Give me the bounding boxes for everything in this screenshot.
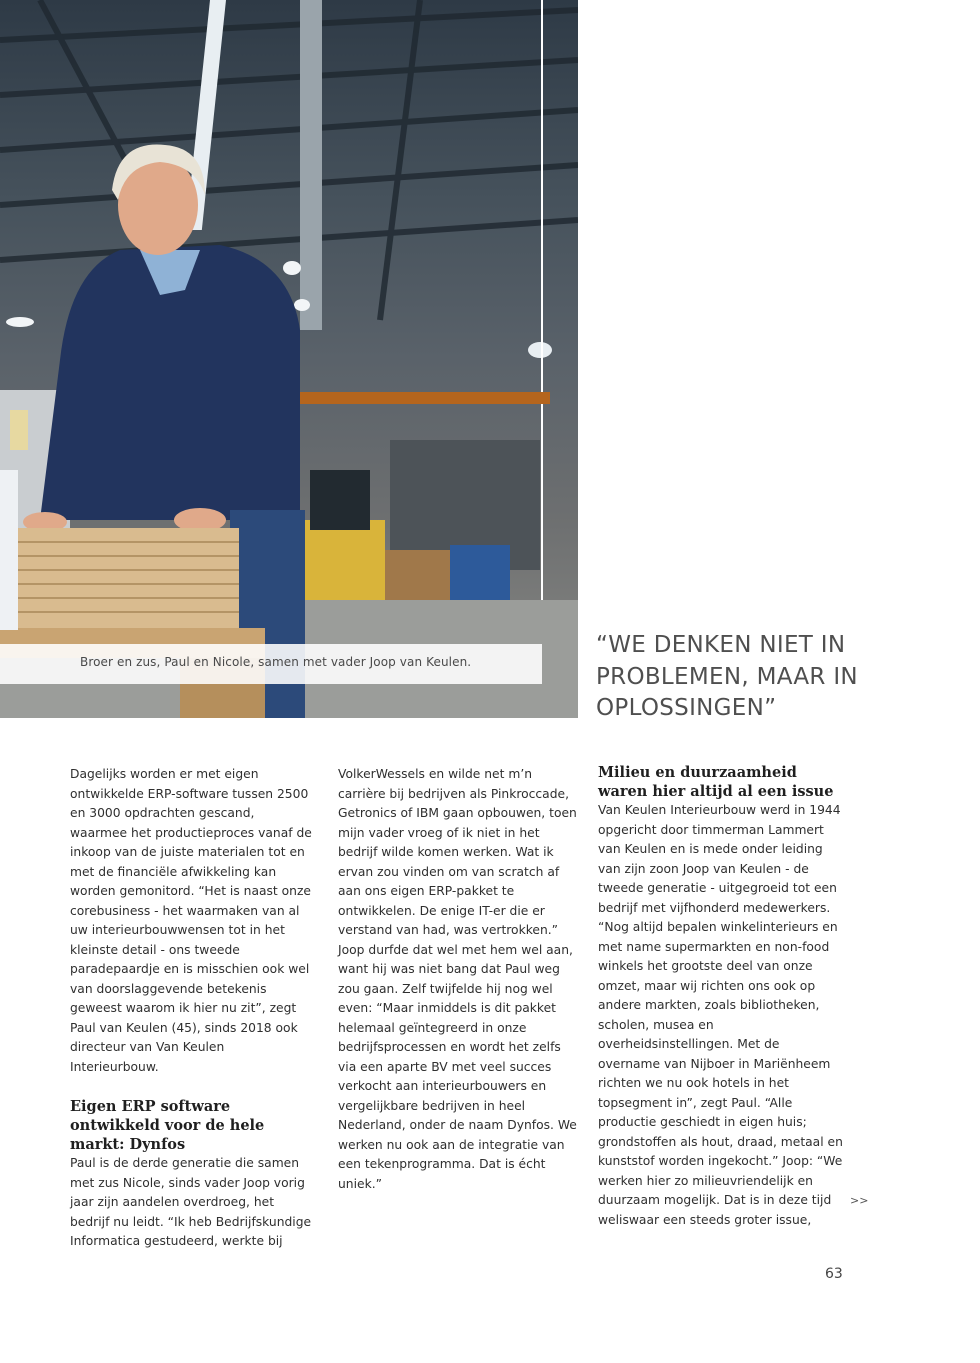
intro-paragraph: Dagelijks worden er met eigen ontwikkelde ERP-software tussen 2500 en 3000 opdrachten gescand, waarmee het productieproces vanaf de inkoop van de juiste materialen tot en met de financiële afwikkeling kan worden gemonitord. “Het is naast onze corebusiness - het waarmaken van al uw interieurbouwwensen tot in het kleinste detail - ons tweede paradepaardje en is misschien ook wel van doorslaggevende betekenis geweest waarom ik hier nu zit”, zegt Paul van Keulen (45), sinds 2018 ook directeur van Van Keulen Interieurbouw. (70, 767, 312, 1074)
subheading-milieu: Milieu en duurzaamheid waren hier altijd al een issue (598, 764, 834, 800)
paragraph-history: Van Keulen Interieurbouw werd in 1944 opgericht door timmerman Lammert van Keulen en is mede onder leiding van zijn zoon Joop van Keulen - de tweede generatie - uitgegroeid tot een bedrijf met vijfhonderd medewerkers. “Nog altijd bepalen winkelinterieurs en met name supermarkten en non-food winkels het grootste deel van onze omzet, maar wij richten ons ook op andere markten, zoals bibliotheken, scholen, musea en overheidsinstellingen. Met de overname van Nijboer in Mariënheem richten we nu ook hotels in het topsegment in”, zegt Paul. “Alle productie geschiedt in eigen huis; grondstoffen als hout, draad, metaal en kunststof worden ingekocht.” Joop: “We werken hier zo milieuvriendelijk en duurzaam mogelijk. Dat is in deze tijd weliswaar een steeds groter issue, (598, 803, 843, 1227)
article-column-2 (338, 765, 578, 1194)
subheading-erp: Eigen ERP software ontwikkeld voor de hele markt: Dynfos (70, 1098, 265, 1153)
paragraph-dynfos: VolkerWessels en wilde net m’n carrière bij bedrijven als Pinkroccade, Getronics of IBM gaan opbouwen, toen mijn vader vroeg of ik niet in het bedrijf wilde komen werken. Wat ik ervan zou vinden om van scratch af aan ons eigen ERP-pakket te ontwikkelen. De enige IT-er die er verstand van had, was vertrokken.” Joop durfde dat wel met hem wel aan, want hij was niet bang dat Paul weg zou gaan. Zelf twijfelde hij nog wel even: “Maar inmiddels is dit pakket helemaal geïntegreerd in onze bedrijfsprocessen en wordt het zelfs via een aparte BV met veel succes verkocht aan interieurbouwers en vergelijkbare bedrijven in heel Nederland, onder de naam Dynfos. We werken nu ook aan de integratie van een tekenprogramma. Dat is écht uniek.” (338, 767, 577, 1191)
factory-photo (0, 0, 578, 718)
article-column-3 (598, 765, 843, 1230)
photo-caption: Broer en zus, Paul en Nicole, samen met vader Joop van Keulen. (80, 655, 472, 669)
paragraph-erp: Paul is de derde generatie die samen met zus Nicole, sinds vader Joop vorig jaar zijn aandelen overdroeg, het bedrijf nu leidt. “Ik heb Bedrijfskundige Informatica gestudeerd, werkte bij (70, 1156, 312, 1248)
pull-quote: “WE DENKEN NIET IN PROBLEMEN, MAAR IN OPLOSSINGEN” (596, 632, 858, 721)
photo-illustration (0, 0, 578, 718)
page-number: 63 (825, 1266, 843, 1282)
continue-marker: >> (850, 1194, 869, 1207)
article-column-1 (70, 765, 315, 1252)
